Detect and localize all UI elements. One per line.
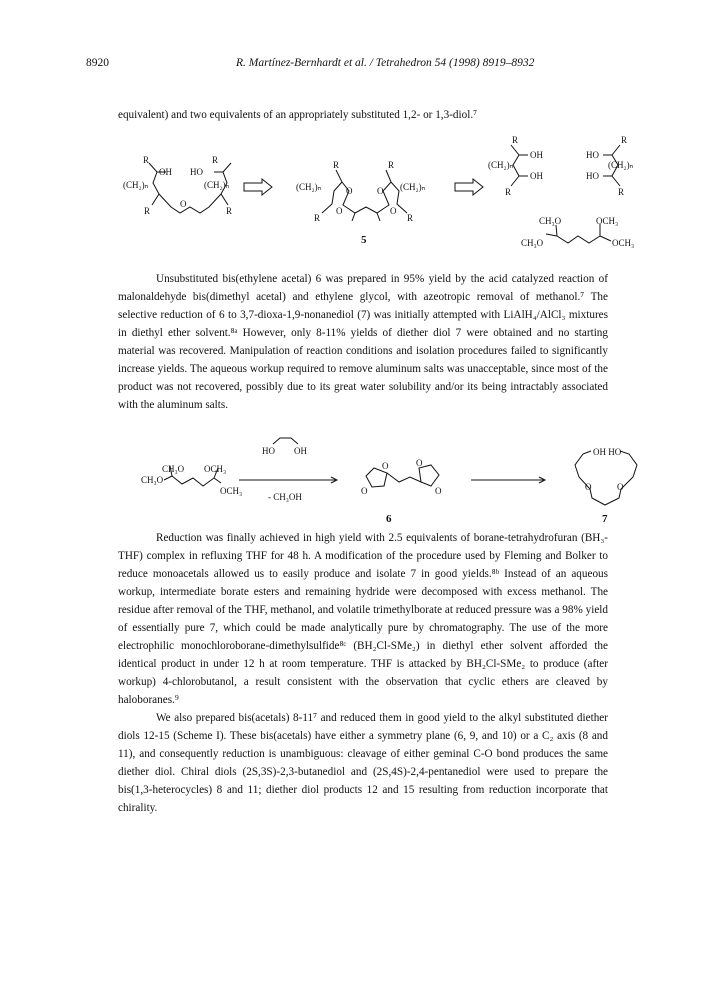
byproduct-label: - CH₃OH <box>268 492 302 502</box>
r-label: R <box>512 135 519 145</box>
ch2n-label: (CH₂)ₙ <box>296 182 322 192</box>
r-label: R <box>621 135 628 145</box>
ethylene-glycol-bonds <box>273 438 298 444</box>
o-label: O <box>617 482 624 492</box>
page-header <box>86 57 642 71</box>
ch2n-label: (CH₂)ₙ <box>204 180 230 190</box>
o-label: O <box>435 486 442 496</box>
oh-label: OH <box>530 150 543 160</box>
o-label: O <box>390 206 397 216</box>
diether-diol-7-bonds <box>575 451 637 505</box>
och3-label: OCH₃ <box>596 216 619 226</box>
r-label: R <box>143 155 150 165</box>
retro-arrow-1 <box>244 179 272 195</box>
retro-arrow-2 <box>455 179 483 195</box>
o-label: O <box>585 482 592 492</box>
och3-label: OCH₃ <box>612 238 635 248</box>
ch2n-label: (CH₂)ₙ <box>123 180 149 190</box>
bisacetal-bonds <box>546 224 611 243</box>
compound-6-label: 6 <box>386 513 392 525</box>
r-label: R <box>144 206 151 216</box>
intro-paragraph <box>118 106 608 124</box>
bisdioxolane-6-bonds <box>366 465 439 487</box>
ch3o-label: CH₃O <box>521 238 544 248</box>
o-label: O <box>180 199 187 209</box>
oh-label: OH <box>530 171 543 181</box>
ho-label: HO <box>586 171 599 181</box>
oh-label: OH <box>159 167 172 177</box>
r-label: R <box>407 213 414 223</box>
paragraph-text: Unsubstituted bis(ethylene acetal) 6 was prepared in 95% yield by the acid catalyzed reaction of malonaldehyde bis(dimethyl acetal) and ethylene glycol, with azeotropic removal of methanol.⁷ The selective reduction of 6 to 3,7-dioxa-1,9-nonanediol (7) was initially attempted with LiAlH₄/AlCl₃ mixtures in diethyl ether solvent.⁸ᵃ However, only 8-11% yields of diether diol 7 were obtained and no starting material was recovered. Manipulation of reaction conditions and isolation procedures failed to significantly increase yields. The aqueous workup required to remove aluminum salts was unacceptable, since most of the product was not recovered, possibly due to its great water solubility and/or its being intractably associated with the aluminum salts. <box>118 273 608 411</box>
r-label: R <box>505 187 512 197</box>
reaction-arrow-2 <box>471 477 545 483</box>
right-diol-bonds <box>511 145 528 186</box>
paragraph-text: We also prepared bis(acetals) 8-11⁷ and reduced them in good yield to the alkyl substituted diether diols 12-15 (Scheme I). These bis(acetals) have either a symmetry plane (6, 9, and 10) or a C₂ axis (8 and 11), and consequently reduction is unambiguous: cleavage of either geminal C-O bond produces the same diether diol. Chiral diols (2S,3S)-2,3-butanediol and (2S,4S)-2,4-pentanediol were used to prepare the bis(1,3-heterocycles) 8 and 11; diether diol products 12 and 15 resulting from reduction incorporate that chirality. <box>118 712 608 814</box>
page-number: 8920 <box>86 57 109 69</box>
o-label: O <box>382 461 389 471</box>
och3-label: OCH₃ <box>204 464 227 474</box>
och3-label: OCH₃ <box>220 486 243 496</box>
o-label: O <box>361 486 368 496</box>
retrosynthesis-scheme <box>0 130 720 265</box>
ch2n-label: (CH₂)ₙ <box>608 160 634 170</box>
r-label: R <box>333 160 340 170</box>
r-label: R <box>212 155 219 165</box>
ho-label: HO <box>262 446 275 456</box>
oh-label: OH <box>294 446 307 456</box>
ho-label: HO <box>586 150 599 160</box>
ch2n-label: (CH₂)ₙ <box>400 182 426 192</box>
ho-label: HO <box>190 167 203 177</box>
o-label: O <box>416 458 423 468</box>
running-title: R. Martínez-Bernhardt et al. / Tetrahedron 54 (1998) 8919–8932 <box>236 57 535 69</box>
reaction-arrow-1 <box>239 477 337 483</box>
intro-text: equivalent) and two equivalents of an appropriately substituted 1,2- or 1,3-diol.⁷ <box>118 109 478 121</box>
ch3o-label: CH₃O <box>141 475 164 485</box>
r-label: R <box>226 206 233 216</box>
ch2n-label: (CH₂)ₙ <box>488 160 514 170</box>
o-label: O <box>336 206 343 216</box>
body-paragraph-2 <box>118 529 608 817</box>
r-label: R <box>388 160 395 170</box>
o-label: O <box>346 186 353 196</box>
compound-7-label: 7 <box>602 513 608 525</box>
ch3o-label: CH₃O <box>539 216 562 226</box>
body-paragraph-1 <box>118 270 608 414</box>
synthesis-scheme <box>0 420 720 530</box>
oh-ho-label: OH HO <box>593 447 622 457</box>
o-label: O <box>377 186 384 196</box>
ch3o-label: CH₃O <box>162 464 185 474</box>
r-label: R <box>314 213 321 223</box>
r-label: R <box>618 187 625 197</box>
compound-5-label: 5 <box>361 234 367 246</box>
paragraph-text: Reduction was finally achieved in high yield with 2.5 equivalents of borane-tetrahydrofuran (BH₃-THF) complex in refluxing THF for 48 h. A modification of the procedure used by Fleming and Bolker to reduce monoacetals allowed us to easily produce and isolate 7 in good yields.⁸ᵇ Instead of an aqueous workup, intermediate borate esters and remaining hydride were decomposed with excess methanol. The residue after removal of the THF, methanol, and volatile trimethylborate at reduced pressure was a 98% yield of essentially pure 7, which could be made analytically pure by chromatography. The use of the more electrophilic monochloroborane-dimethylsulfide⁸ᶜ (BH₂Cl-SMe₂) in diethyl ether solvent afforded the identical product in under 12 h at room temperature. THF is attacked by BH₂Cl-SMe₂ to produce (after workup) 4-chlorobutanol, a result consistent with the observation that cyclic ethers are cleaved by haloboranes.⁹ <box>118 532 608 706</box>
